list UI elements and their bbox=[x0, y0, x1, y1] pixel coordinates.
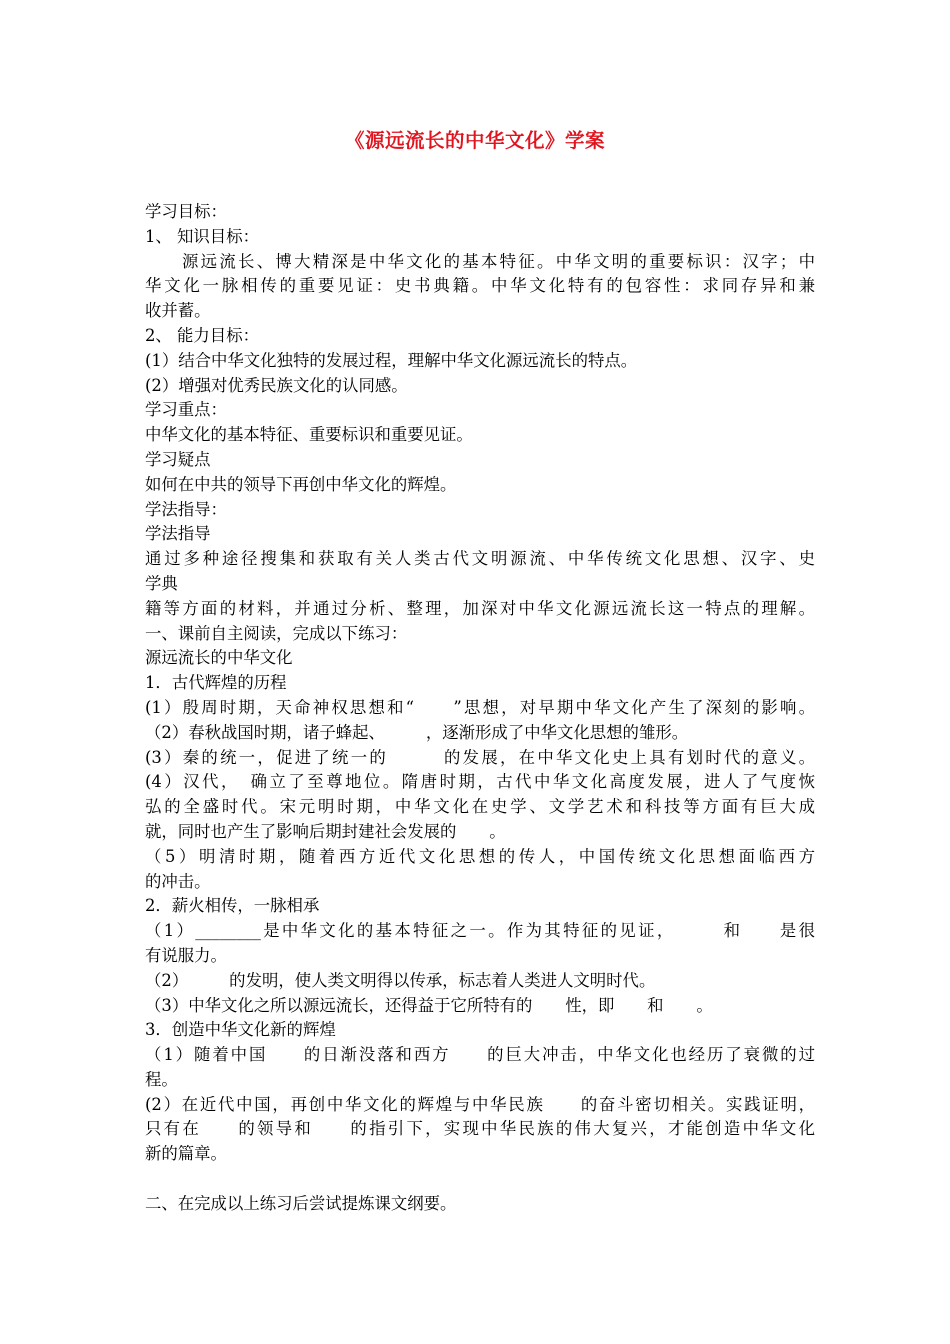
paragraph-line: 华文化一脉相传的重要见证：史书典籍。中华文化特有的包容性：求同存异和兼 bbox=[145, 276, 815, 296]
blank-line bbox=[145, 1167, 815, 1192]
exercise-line: 有说服力。 bbox=[145, 945, 227, 965]
exercise-line: 只有在 的领导和 的指引下，实现中华民族的伟大复兴，才能创造中华文化 bbox=[145, 1119, 815, 1139]
paragraph-line: 收并蓄。 bbox=[145, 301, 211, 321]
exercise-line: （3）中华文化之所以源远流长，还得益于它所特有的 性，即 和 。 bbox=[145, 995, 713, 1015]
paragraph-line: (2）增强对优秀民族文化的认同感。 bbox=[145, 375, 408, 395]
section-heading: 学习目标： bbox=[145, 202, 227, 221]
subheading: 3．创造中华文化新的辉煌 bbox=[145, 1020, 336, 1040]
exercise-line: (3）秦的统一，促进了统一的 的发展，在中华文化史上具有划时代的意义。 bbox=[145, 747, 815, 767]
section-heading: 学习重点： bbox=[145, 400, 227, 420]
section-heading: 二、在完成以上练习后尝试提炼课文纲要。 bbox=[145, 1193, 457, 1213]
exercise-line: (4）汉代， 确立了至尊地位。隋唐时期，古代中华文化高度发展，进人了气度恢 bbox=[145, 772, 815, 792]
exercise-line: （5）明清时期，随着西方近代文化思想的传人，中国传统文化思想面临西方 bbox=[145, 846, 815, 866]
paragraph-line: 中华文化的基本特征、重要标识和重要见证。 bbox=[145, 425, 473, 445]
exercise-line: （1）________是中华文化的基本特征之一。作为其特征的见证， 和 是很 bbox=[145, 921, 815, 941]
exercise-line: 程。 bbox=[145, 1069, 178, 1089]
document-body bbox=[145, 200, 815, 1217]
exercise-line: 新的篇章。 bbox=[145, 1144, 227, 1164]
paragraph-line: (1）结合中华文化独特的发展过程，理解中华文化源远流长的特点。 bbox=[145, 350, 638, 370]
paragraph-line: 学典 bbox=[145, 573, 178, 593]
exercise-line: (2）在近代中国，再创中华文化的辉煌与中华民族 的奋斗密切相关。实践证明， bbox=[145, 1094, 815, 1114]
exercise-line: （2） 的发明，使人类文明得以传承，标志着人类进人文明时代。 bbox=[145, 970, 656, 990]
subheading: 源远流长的中华文化 bbox=[145, 648, 293, 668]
subheading: 2、 能力目标： bbox=[145, 325, 259, 345]
exercise-line: 的冲击。 bbox=[145, 871, 211, 891]
section-heading: 学法指导： bbox=[145, 499, 227, 519]
section-heading: 一、课前自主阅读，完成以下练习： bbox=[145, 623, 408, 643]
exercise-line: （1）随着中国 的日渐没落和西方 的巨大冲击，中华文化也经历了衰微的过 bbox=[145, 1045, 815, 1065]
exercise-line: 弘的全盛时代。宋元明时期，中华文化在史学、文学艺术和科技等方面有巨大成 bbox=[145, 797, 815, 817]
paragraph-line: 源远流长、博大精深是中华文化的基本特征。中华文明的重要标识：汉字；中 bbox=[182, 251, 815, 271]
paragraph-line: 通过多种途径搜集和获取有关人类古代文明源流、中华传统文化思想、汉字、史 bbox=[145, 549, 815, 569]
subheading: 1．古代辉煌的历程 bbox=[145, 673, 287, 693]
section-heading: 学习疑点 bbox=[145, 449, 211, 469]
subheading: 1、 知识目标： bbox=[145, 226, 259, 246]
document-title: 《源远流长的中华文化》学案 bbox=[344, 129, 605, 152]
exercise-line: (1）殷周时期，天命神权思想和“ ”思想，对早期中华文化产生了深刻的影响。 bbox=[145, 697, 815, 717]
paragraph-line: 如何在中共的领导下再创中华文化的辉煌。 bbox=[145, 474, 457, 494]
paragraph-line: 籍等方面的材料，并通过分析、整理，加深对中华文化源远流长这一特点的理解。 bbox=[145, 598, 815, 618]
exercise-line: （2）春秋战国时期，诸子蜂起、 ，逐渐形成了中华文化思想的雏形。 bbox=[145, 722, 689, 742]
subheading: 2．薪火相传，一脉相承 bbox=[145, 896, 320, 916]
subheading: 学法指导 bbox=[145, 524, 211, 544]
exercise-line: 就，同时也产生了影响后期封建社会发展的 。 bbox=[145, 821, 506, 841]
